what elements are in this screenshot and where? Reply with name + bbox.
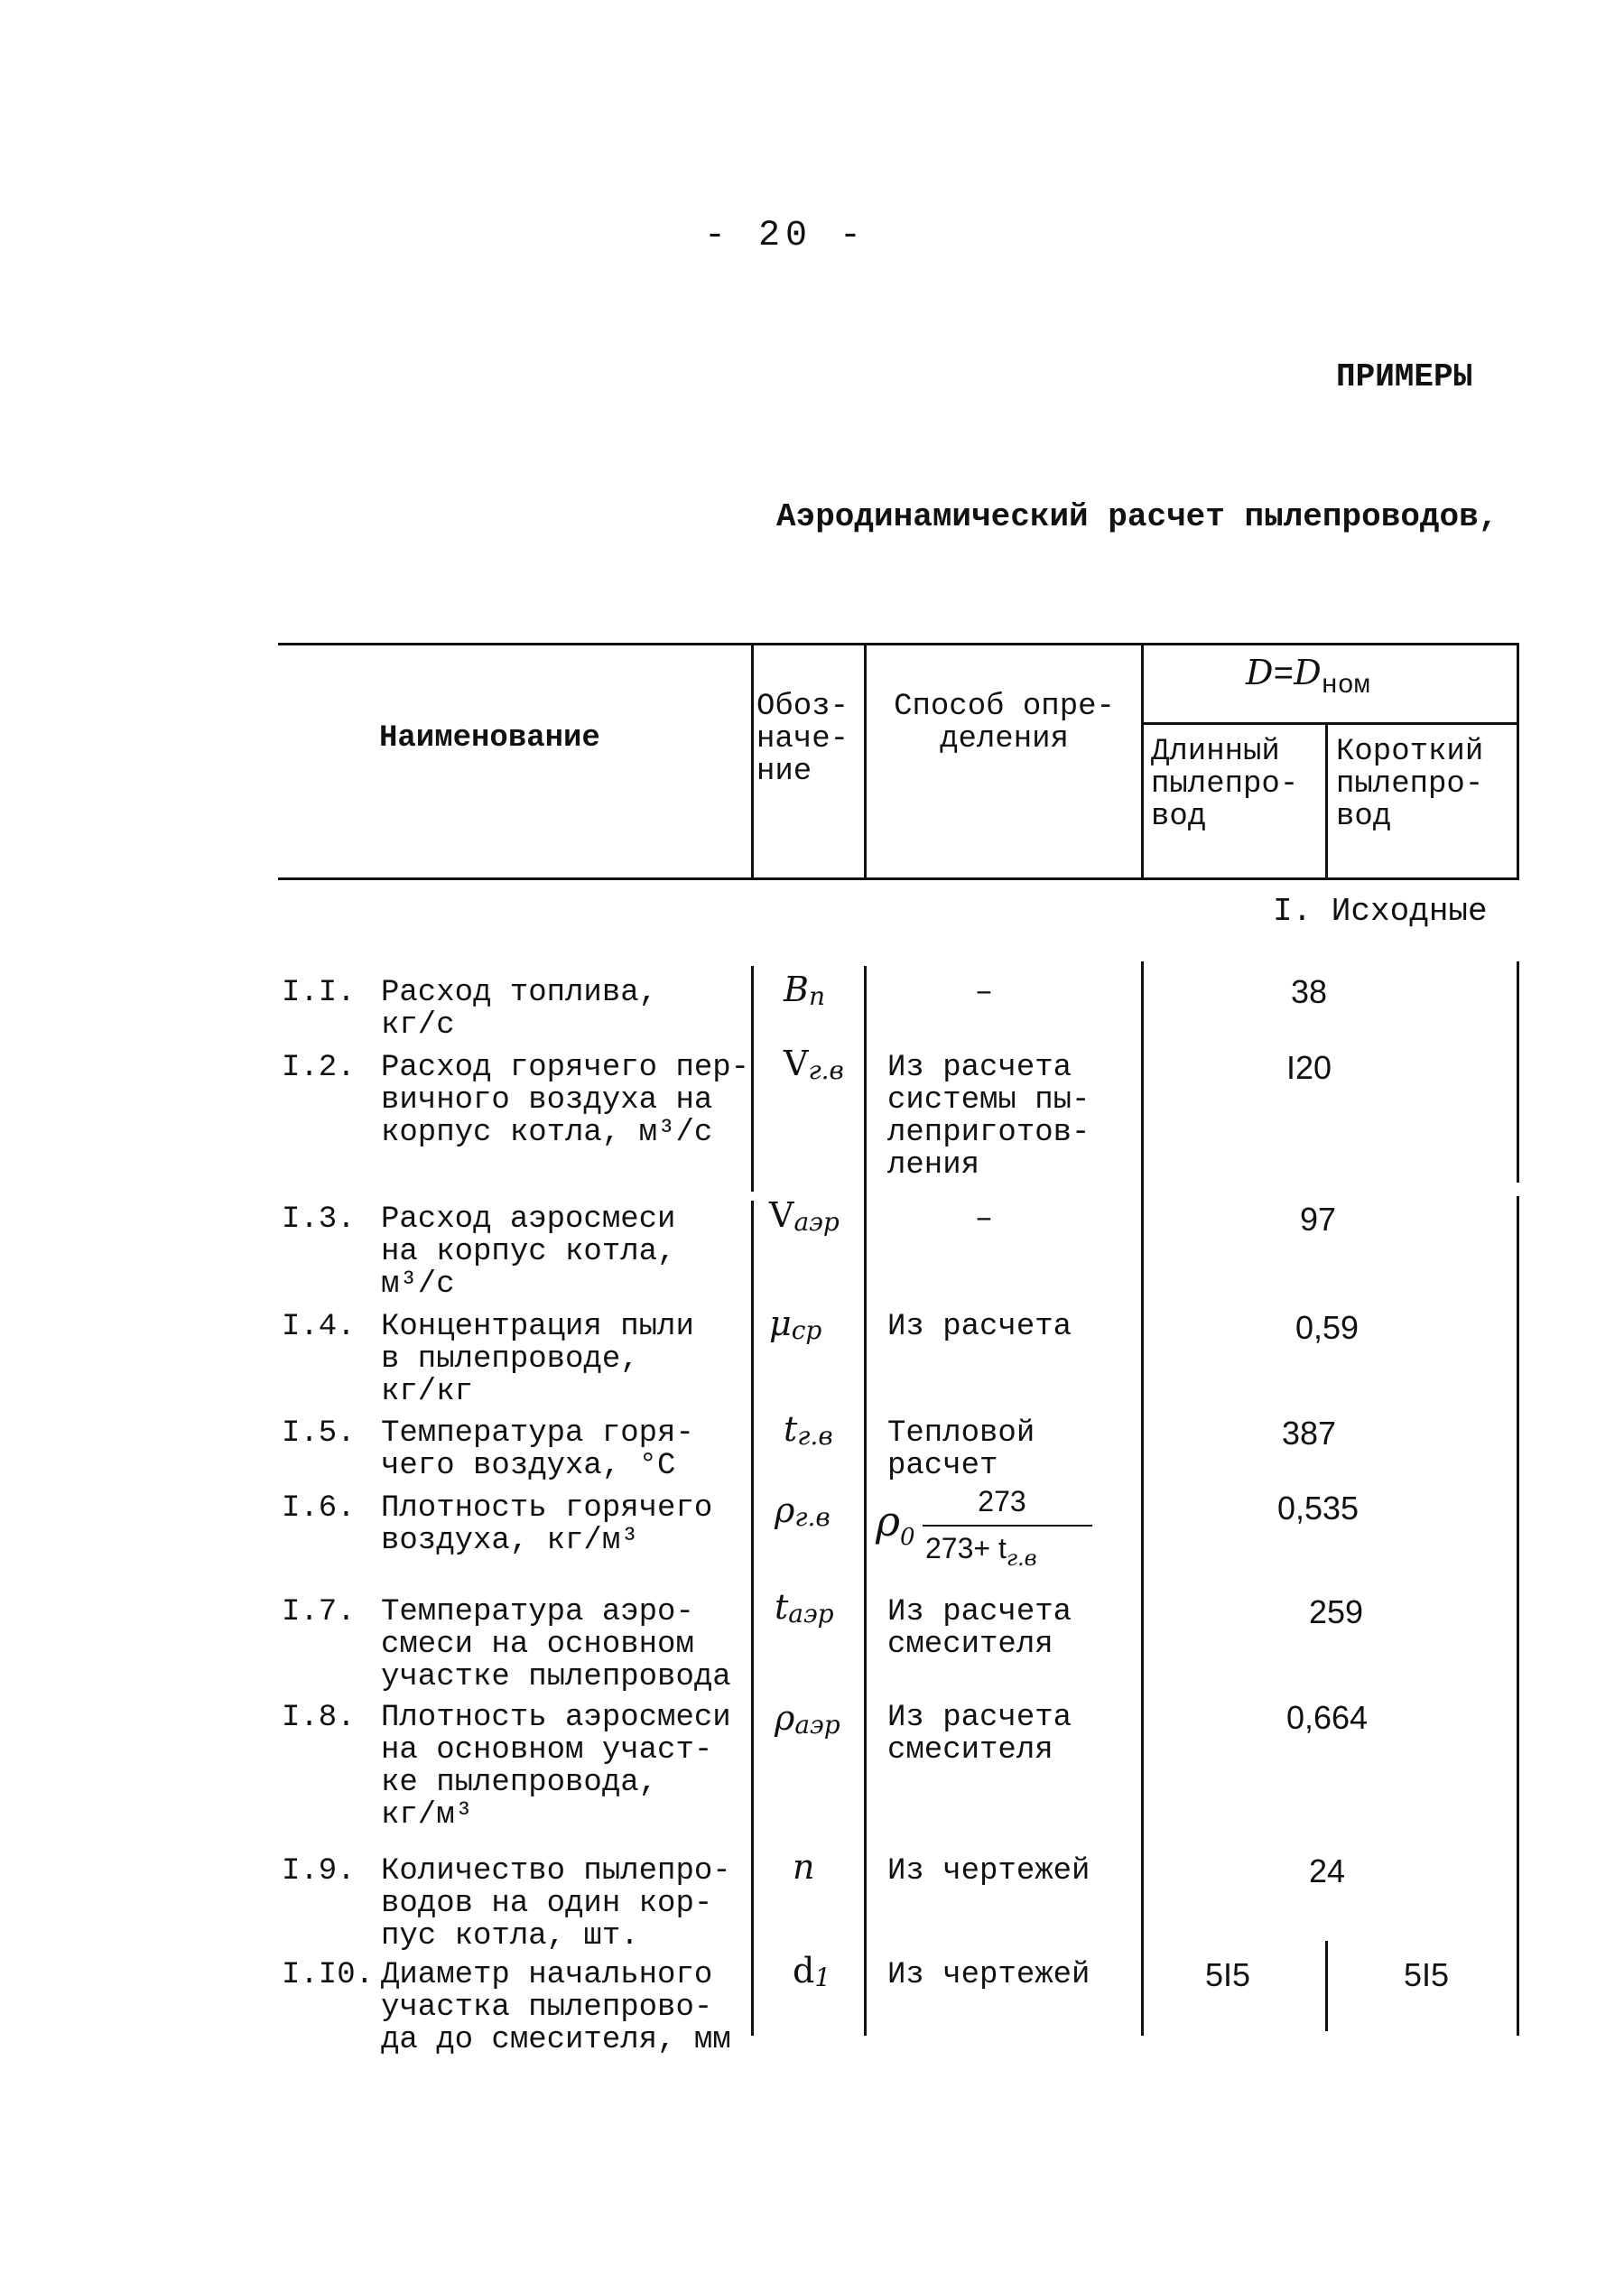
- header-eq: =: [1273, 656, 1295, 695]
- row-6-formula-numerator: 273: [978, 1485, 1026, 1518]
- row-1-symbol-main: B: [784, 970, 809, 1009]
- row-4-symbol: [769, 1305, 821, 1349]
- row-9-method: Из чертежей: [887, 1854, 1090, 1889]
- row-5-value: 387: [1281, 1415, 1337, 1452]
- header-D-symbol: D: [1246, 653, 1274, 692]
- row-8-value: 0,664: [1285, 1699, 1369, 1736]
- page-number: - 20 -: [704, 216, 868, 256]
- row-10-symbol: [793, 1953, 831, 1996]
- row-6-value: 0,535: [1276, 1490, 1360, 1527]
- row-7-method: Из расчета смесителя: [887, 1595, 1072, 1662]
- row-6-formula-rho-main: ρ: [876, 1497, 901, 1545]
- row-10-symbol-sub: 1: [814, 1963, 831, 1993]
- row-4-method: Из расчета: [887, 1310, 1072, 1344]
- col-divider-3: [1141, 643, 1144, 879]
- row-4-symbol-sub: ср: [791, 1315, 822, 1346]
- row-1-value: 38: [1290, 973, 1328, 1010]
- row-3-symbol-main: V: [769, 1195, 794, 1235]
- header-Dnom-symbol: D: [1294, 653, 1322, 692]
- row-5-num: I.5.: [282, 1416, 356, 1451]
- row-6-symbol-sub: г.в: [794, 1502, 831, 1533]
- body-col-divider-3: [1141, 961, 1144, 2036]
- table-right-border: [1517, 643, 1519, 879]
- row-4-num: I.4.: [282, 1310, 356, 1344]
- header-nom-sub: ном: [1321, 671, 1370, 701]
- header-method: Способ опре- деления: [894, 690, 1115, 756]
- body-col-divider-1a: [751, 966, 754, 1192]
- section-title: I. Исходные: [1273, 893, 1488, 930]
- row-4-name: Концентрация пыли в пылепроводе, кг/кг: [381, 1310, 694, 1409]
- row-9-symbol: [793, 1849, 814, 1885]
- row-7-symbol-sub: аэр: [788, 1599, 834, 1629]
- row-10-method: Из чертежей: [887, 1958, 1090, 1992]
- row-3-symbol: [769, 1197, 840, 1240]
- header-symbol: Обоз- наче- ние: [756, 690, 849, 789]
- row-2-symbol: [784, 1045, 844, 1089]
- header-short: Короткий пылепро- вод: [1336, 735, 1484, 834]
- row-4-value: 0,59: [1295, 1309, 1360, 1346]
- body-col-divider-1b: [751, 1201, 754, 2036]
- row-3-num: I.3.: [282, 1202, 356, 1237]
- body-right-border-2: [1517, 1196, 1519, 2036]
- row-5-symbol-main: t: [784, 1409, 798, 1449]
- row-3-method: –: [974, 1202, 994, 1237]
- body-col-divider-4: [1325, 1941, 1328, 2031]
- row-6-method-formula: [876, 1485, 1092, 1575]
- row-3-value: 97: [1299, 1201, 1337, 1238]
- row-1-name: Расход топлива, кг/с: [381, 976, 658, 1043]
- row-6-formula-fraction-bar: [923, 1525, 1092, 1527]
- row-5-symbol: [784, 1411, 833, 1454]
- row-10-num: I.I0.: [282, 1958, 375, 1992]
- row-6-name: Плотность горячего воздуха, кг/м³: [381, 1491, 713, 1558]
- row-5-symbol-sub: г.в: [797, 1421, 833, 1452]
- row-10-value-long: 5I5: [1204, 1956, 1251, 1993]
- row-2-num: I.2.: [282, 1051, 356, 1085]
- row-2-name: Расход горячего пер- вичного воздуха на корпус котла, м³/с: [381, 1051, 750, 1150]
- row-5-name: Температура горя- чего воздуха, °С: [381, 1416, 694, 1483]
- row-8-symbol-sub: аэр: [794, 1710, 840, 1740]
- header-group-formula: [1246, 654, 1370, 702]
- col-divider-4: [1325, 722, 1328, 879]
- header-name: Наименование: [379, 721, 600, 756]
- col-divider-2: [864, 643, 867, 879]
- row-2-value: I20: [1285, 1049, 1332, 1086]
- row-9-symbol-main: n: [793, 1847, 815, 1887]
- row-6-num: I.6.: [282, 1491, 356, 1526]
- table-top-border: [278, 643, 1519, 645]
- row-10-name: Диаметр начального участка пылепрово- да до смесителя, мм: [381, 1958, 731, 2057]
- row-8-symbol-main: ρ: [775, 1698, 795, 1738]
- body-right-border-1: [1517, 961, 1519, 1183]
- row-6-formula-denominator-main: 273+ t: [925, 1532, 1007, 1564]
- table-header-bottom-border: [278, 877, 1519, 880]
- row-6-formula-denominator: [925, 1532, 1037, 1576]
- page-title: Аэродинамический расчет пылепроводов,: [776, 498, 1499, 535]
- row-3-name: Расход аэросмеси на корпус котла, м³/с: [381, 1202, 676, 1302]
- row-10-symbol-main: d: [793, 1951, 815, 1991]
- header-long: Длинный пылепро- вод: [1151, 735, 1299, 834]
- row-2-method: Из расчета системы пы- леприготов- ления: [887, 1051, 1090, 1183]
- row-8-symbol: [775, 1700, 840, 1743]
- row-5-method: Тепловой расчет: [887, 1416, 1035, 1483]
- row-7-num: I.7.: [282, 1595, 356, 1629]
- row-6-symbol-main: ρ: [775, 1490, 795, 1530]
- row-4-symbol-main: μ: [769, 1304, 792, 1343]
- row-3-symbol-sub: аэр: [793, 1207, 840, 1238]
- section-label: ПРИМЕРЫ: [1336, 358, 1473, 395]
- row-7-value: 259: [1308, 1593, 1364, 1630]
- row-10-value-short: 5I5: [1403, 1956, 1450, 1993]
- row-9-name: Количество пылепро- водов на один кор- пус котла, шт.: [381, 1854, 731, 1954]
- row-9-value: 24: [1308, 1852, 1346, 1889]
- row-9-num: I.9.: [282, 1854, 356, 1889]
- row-2-symbol-sub: г.в: [808, 1055, 844, 1086]
- row-2-symbol-main: V: [784, 1044, 809, 1083]
- row-7-symbol-main: t: [775, 1587, 789, 1627]
- row-1-num: I.I.: [282, 976, 356, 1010]
- body-col-divider-2: [864, 966, 867, 2036]
- row-7-symbol: [775, 1589, 834, 1632]
- row-1-symbol: [784, 971, 825, 1015]
- row-8-method: Из расчета смесителя: [887, 1701, 1072, 1768]
- row-6-formula-rho-sub: 0: [900, 1524, 915, 1552]
- row-8-name: Плотность аэросмеси на основном участ- ке пылепровода, кг/м³: [381, 1701, 731, 1833]
- row-7-name: Температура аэро- смеси на основном участке пылепровода: [381, 1595, 731, 1694]
- col-divider-1: [751, 643, 754, 879]
- row-6-symbol: [775, 1492, 831, 1536]
- row-6-formula-denominator-sub: г.в: [1006, 1545, 1037, 1571]
- row-1-method: –: [974, 976, 994, 1010]
- row-8-num: I.8.: [282, 1701, 356, 1735]
- row-1-symbol-sub: п: [808, 981, 825, 1012]
- row-6-formula-rho: [876, 1497, 915, 1555]
- group-header-divider: [1142, 722, 1519, 725]
